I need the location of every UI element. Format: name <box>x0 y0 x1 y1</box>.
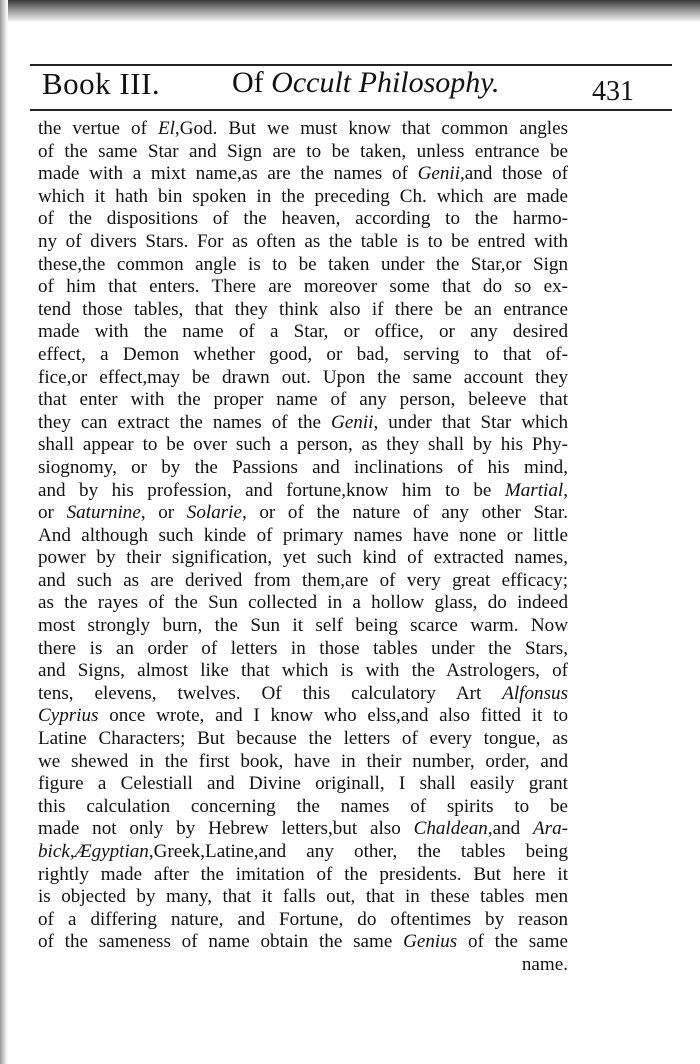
text-run: this calculation concerning the names of spirits to be <box>38 795 568 817</box>
page-number: 431 <box>592 76 634 107</box>
text-run: and by his profession, and fortune,know him to be <box>38 479 505 501</box>
text-run: which it hath bin spoken in the preceding Ch. which are made <box>38 185 568 207</box>
text-run: Latine Characters; But because the letters of every tongue, as <box>38 728 568 750</box>
book-label: Book III. <box>42 66 161 101</box>
running-title-italic: Occult Philosophy. <box>271 66 500 99</box>
text-run: effect, a Demon whether good, or bad, serving to that of- <box>38 343 568 365</box>
text-run: ny of divers Stars. For as often as the table is to be entred with <box>38 230 568 252</box>
text-run: , or <box>140 502 187 524</box>
text-line <box>38 547 568 570</box>
text-line <box>38 954 568 977</box>
italic-run: Chaldean <box>413 818 488 840</box>
text-line <box>38 367 568 390</box>
text-run: and such as are derived from them,are of very great efficacy; <box>38 569 568 591</box>
text-run: once wrote, and I know who elss,and also fitted it to <box>98 705 568 727</box>
text-line <box>38 141 568 164</box>
text-run: shall appear to be over such a person, as they shall by his Phy- <box>38 434 568 456</box>
text-line <box>38 841 568 864</box>
text-line <box>38 705 568 728</box>
text-run: power by their signification, yet such kind of extracted names, <box>38 547 568 569</box>
text-line <box>38 796 568 819</box>
italic-run: Genii <box>417 163 460 185</box>
text-line <box>38 660 568 683</box>
text-run: these,the common angle is to be taken under the Star,or Sign <box>38 253 568 275</box>
text-run: And although such kinde of primary names have none or little <box>38 524 568 546</box>
text-line <box>38 254 568 277</box>
text-line <box>38 818 568 841</box>
text-run: ,Greek,Latine,and any other, the tables being <box>148 841 568 862</box>
header-rule-bottom <box>30 109 672 111</box>
text-run: ,and <box>487 818 533 840</box>
italic-run: Genius <box>403 931 458 953</box>
text-line <box>38 773 568 796</box>
italic-run: El <box>157 118 175 139</box>
italic-run: Genii <box>331 411 374 433</box>
body-text <box>38 118 568 977</box>
text-run: , <box>69 841 75 862</box>
text-run: or <box>38 502 67 524</box>
text-line <box>38 276 568 299</box>
text-line <box>38 231 568 254</box>
text-run: , <box>563 479 568 501</box>
text-run: most strongly burn, the Sun it self being scarce warm. Now <box>38 615 568 637</box>
text-run: of the same Star and Sign are to be taken, unless entrance be <box>38 140 568 162</box>
italic-run: Saturnine <box>66 502 141 524</box>
page-top-edge-shadow <box>0 0 700 22</box>
text-line <box>38 389 568 412</box>
text-run: fice,or effect,may be drawn out. Upon the same account they <box>38 366 568 388</box>
text-line <box>38 525 568 548</box>
text-run: name. <box>521 953 568 975</box>
text-run: , or of the nature of any other Star. <box>241 502 568 524</box>
text-line <box>38 683 568 706</box>
text-run: there is an order of letters in those tables under the Stars, <box>38 637 568 659</box>
text-line <box>38 570 568 593</box>
text-line <box>38 480 568 503</box>
page-left-edge-shadow <box>0 0 8 1064</box>
text-line <box>38 615 568 638</box>
text-run: as the rayes of the Sun collected in a hollow glass, do indeed <box>38 592 568 614</box>
running-title <box>232 66 499 100</box>
italic-run: Martial <box>504 479 564 501</box>
text-line <box>38 321 568 344</box>
running-title-prefix: Of <box>232 66 272 99</box>
text-run: made with a mixt name,as are the names of <box>38 163 418 185</box>
text-line <box>38 186 568 209</box>
running-header <box>36 60 672 110</box>
text-run: the vertue of <box>38 118 158 139</box>
text-line <box>38 638 568 661</box>
italic-run: bick <box>38 841 70 862</box>
text-run: ,and those of <box>460 163 568 185</box>
text-run: of him that enters. There are moreover some that do so ex- <box>38 276 568 298</box>
text-run: of a differing nature, and Fortune, do oftentimes by reason <box>38 908 568 930</box>
text-line <box>38 864 568 887</box>
text-run: is objected by many, that it falls out, that in these tables men <box>38 886 568 908</box>
text-run: of the dispositions of the heaven, according to the harmo- <box>38 208 568 230</box>
text-run: , under that Star which <box>373 411 568 433</box>
text-run: made with the name of a Star, or office, or any desired <box>38 321 568 343</box>
text-run: made not only by Hebrew letters,but also <box>38 818 414 840</box>
text-run: of the same <box>457 931 568 953</box>
text-line <box>38 751 568 774</box>
text-run: siognomy, or by the Passions and inclinations of his mind, <box>38 456 568 478</box>
text-run: rightly made after the imitation of the presidents. But here it <box>38 863 568 885</box>
italic-run: Ara- <box>533 818 568 840</box>
text-line <box>38 931 568 954</box>
text-run: tens, elevens, twelves. Of this calculatory Art <box>38 682 503 704</box>
text-line <box>38 909 568 932</box>
text-run: they can extract the names of the <box>38 411 332 433</box>
text-line <box>38 163 568 186</box>
italic-run: Alfonsus <box>502 682 568 704</box>
text-line <box>38 208 568 231</box>
text-run: ,God. But we must know that common angles <box>174 118 568 139</box>
text-run: of the sameness of name obtain the same <box>38 931 404 953</box>
italic-run: Ægyptian <box>74 841 149 862</box>
text-line <box>38 299 568 322</box>
text-line <box>38 728 568 751</box>
text-line <box>38 886 568 909</box>
text-line <box>38 412 568 435</box>
italic-run: Cyprius <box>38 705 99 727</box>
text-run: tend those tables, that they think also if there be an entrance <box>38 298 568 320</box>
text-line <box>38 118 568 141</box>
text-line <box>38 502 568 525</box>
text-run: that enter with the proper name of any person, beleeve that <box>38 389 568 411</box>
italic-run: Solarie <box>186 502 242 524</box>
text-run: and Signs, almost like that which is with the Astrologers, of <box>38 660 568 682</box>
text-line <box>38 457 568 480</box>
text-line <box>38 344 568 367</box>
text-run: we shewed in the first book, have in their number, order, and <box>38 750 568 772</box>
text-run: figure a Celestiall and Divine originall, I shall easily grant <box>38 773 568 795</box>
text-line <box>38 592 568 615</box>
text-line <box>38 434 568 457</box>
